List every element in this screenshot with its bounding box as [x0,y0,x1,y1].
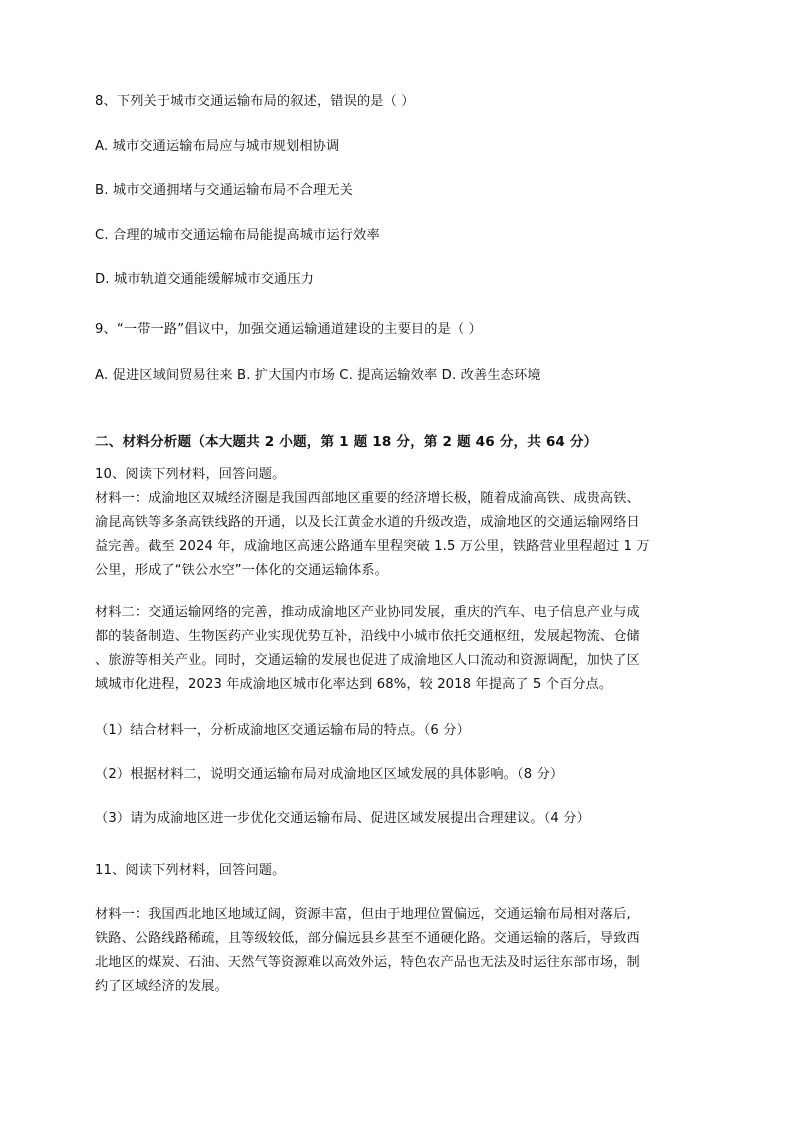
q11-material1-line: 铁路、公路线路稀疏，且等级较低，部分偏远县乡甚至不通硬化路。交通运输的落后，导致西 [95,931,640,946]
q10-intro: 10、阅读下列材料，回答问题。 [95,467,286,482]
q10-material2-line: 都的装备制造、生物医药产业实现优势互补，沿线中小城市依托交通枢纽，发展起物流、仓储 [95,629,640,644]
q10-subquestion-1: （1）结合材料一，分析成渝地区交通运输布局的特点。（6 分） [95,723,470,738]
q8-option-a: A. 城市交通运输布局应与城市规划相协调 [95,139,340,154]
q9-stem: 9、“一带一路”倡议中，加强交通运输通道建设的主要目的是（ ） [95,322,482,337]
q10-material2 [95,601,640,697]
section2-heading: 二、材料分析题（本大题共 2 小题，第 1 题 18 分，第 2 题 46 分，共 64 分） [95,434,598,450]
q10-material2-line: 、旅游等相关产业。同时，交通运输的发展也促进了成渝地区人口流动和资源调配，加快了区 [95,653,640,668]
q10-material2-line: 材料二：交通运输网络的完善，推动成渝地区产业协同发展，重庆的汽车、电子信息产业与成 [95,605,640,620]
q8-option-b: B. 城市交通拥堵与交通运输布局不合理无关 [95,183,353,198]
q9-options: A. 促进区域间贸易往来 B. 扩大国内市场 C. 提高运输效率 D. 改善生态环境 [95,368,541,383]
q10-subquestion-2: （2）根据材料二，说明交通运输布局对成渝地区区域发展的具体影响。（8 分） [95,767,564,782]
q10-material1-line: 材料一：成渝地区双城经济圈是我国西部地区重要的经济增长极，随着成渝高铁、成贵高铁、 [95,491,640,506]
q10-material1 [95,487,650,583]
q10-material2-line: 域城市化进程，2023 年成渝地区城市化率达到 68%，较 2018 年提高了 5 个百分点。 [95,677,613,692]
q10-material1-line: 公里，形成了“铁公水空”一体化的交通运输体系。 [95,563,388,578]
q10-material1-line: 益完善。截至 2024 年，成渝地区高速公路通车里程突破 1.5 万公里，铁路营业里程超过 1 万 [95,539,650,554]
q11-material1-line: 北地区的煤炭、石油、天然气等资源难以高效外运，特色农产品也无法及时运往东部市场，制 [95,955,640,970]
q8-stem: 8、下列关于城市交通运输布局的叙述，错误的是（ ） [95,94,415,109]
q8-option-c: C. 合理的城市交通运输布局能提高城市运行效率 [95,228,380,243]
q10-material1-line: 渝昆高铁等多条高铁线路的开通，以及长江黄金水道的升级改造，成渝地区的交通运输网络日 [95,515,640,530]
q11-material1-line: 约了区域经济的发展。 [95,979,228,994]
q11-material1 [95,903,640,999]
q11-intro: 11、阅读下列材料，回答问题。 [95,863,286,878]
q8-option-d: D. 城市轨道交通能缓解城市交通压力 [95,272,315,287]
q11-material1-line: 材料一：我国西北地区地域辽阔，资源丰富，但由于地理位置偏远，交通运输布局相对落后, [95,907,631,922]
q10-subquestion-3: （3）请为成渝地区进一步优化交通运输布局、促进区域发展提出合理建议。（4 分） [95,811,590,826]
